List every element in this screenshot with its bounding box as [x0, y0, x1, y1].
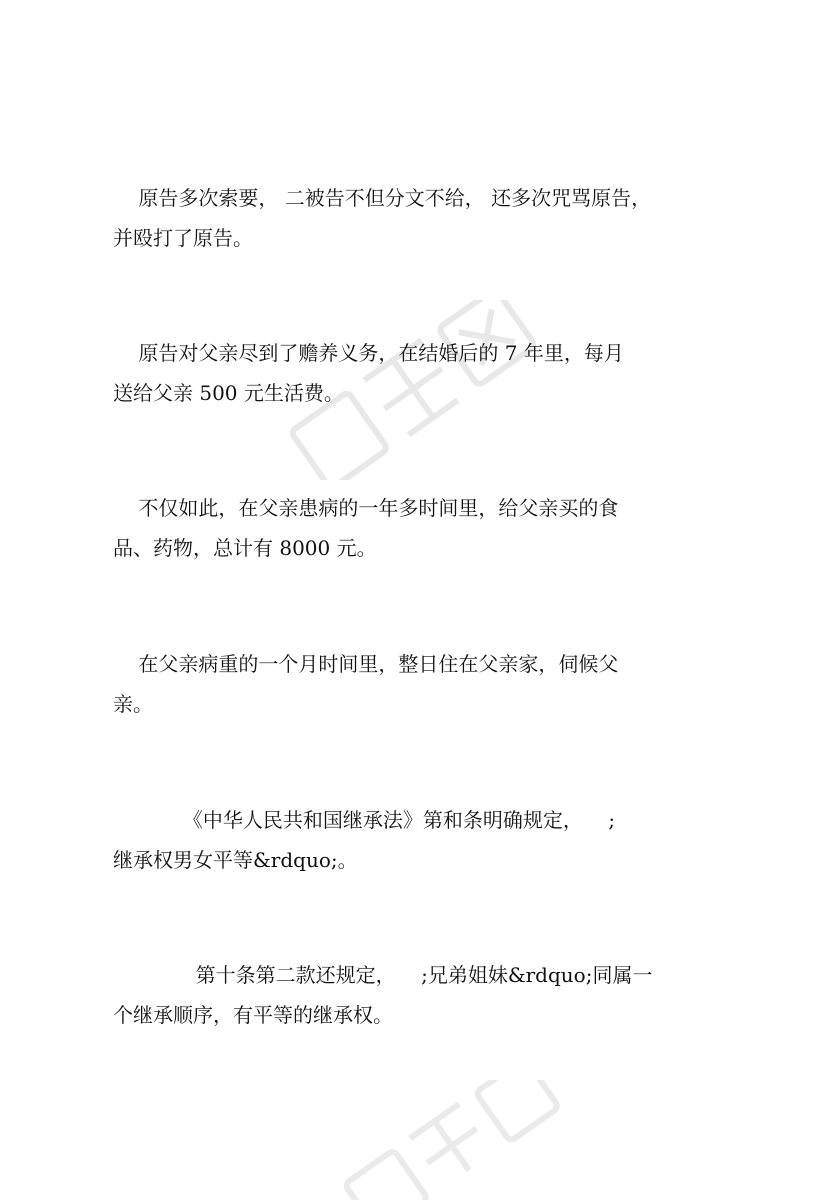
paragraph-line: 在父亲病重的一个月时间里，整日住在父亲家，伺候父 — [113, 652, 619, 676]
paragraph-6 — [113, 955, 713, 1035]
paragraph-line: 继承权男女平等&rdquo;。 — [113, 848, 358, 872]
paragraph-5 — [113, 800, 713, 880]
paragraph-line: 品、药物，总计有 8000 元。 — [113, 536, 377, 560]
paragraph-3 — [113, 488, 713, 568]
paragraph-line: 并殴打了原告。 — [113, 226, 253, 250]
paragraph-line: 原告多次索要， 二被告不但分文不给， 还多次咒骂原告， — [113, 186, 652, 210]
paragraph-2 — [113, 333, 713, 413]
watermark — [300, 1080, 620, 1200]
paragraph-4 — [113, 644, 713, 724]
paragraph-line: 亲。 — [113, 692, 153, 716]
paragraph-line: 原告对父亲尽到了赡养义务，在结婚后的 7 年里，每月 — [113, 341, 624, 365]
paragraph-line: 送给父亲 500 元生活费。 — [113, 381, 344, 405]
paragraph-line: 不仅如此，在父亲患病的一年多时间里，给父亲买的食 — [113, 496, 619, 520]
paragraph-line: 《中华人民共和国继承法》第和条明确规定， ; — [113, 808, 616, 832]
paragraph-line: 第十条第二款还规定， ;兄弟姐妹&rdquo;同属一 — [113, 963, 653, 987]
paragraph-line: 个继承顺序，有平等的继承权。 — [113, 1003, 393, 1027]
paragraph-1 — [113, 178, 713, 258]
